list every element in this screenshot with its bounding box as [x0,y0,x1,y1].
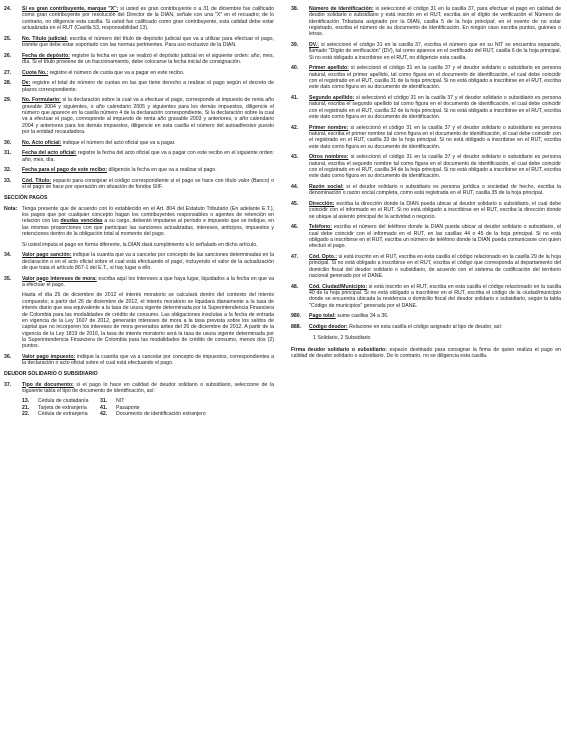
firma-term: Firma deudor solidario o subsidiario: [291,346,387,353]
doc-code: 21. [22,404,30,411]
item-number: 26. [4,52,12,59]
item-44 [291,184,561,197]
item-888 [291,324,561,330]
item-term: Si es gran contribuyente, marque "X": [22,6,119,12]
item-term: Cuota No.: [22,69,49,76]
item-number: 33. [4,177,12,184]
item-text: indique la cuantía que va a cancelar por concepto de las sanciones determinadas en la declaración o en el acto oficial sobre el cual está efectuando el pago, incluyendo el valor de la actualización de que trata el artículo 867-1 del E.T., si hay lugar a ello. [22,252,274,271]
item-number: 34. [4,252,12,259]
left-column [4,6,274,418]
item-text: registre la fecha en que se realizó el depósito judicial en el siguiente orden: año, mes, día. Si el título proviene de un fraccionamiento, debe colocarse la fecha inicial de consignación. [22,52,274,65]
item-term: De: [22,80,31,87]
item-term: Cód. Título: [22,177,52,184]
item-term: Primer apellido: [309,65,349,72]
item-text: si la declaración sobre la cual va a efectuar el pago, corresponde al impuesto de renta año gravable 2004 y siguientes, o año calendario 2005 y siguientes para los demás impuestos, diligencie el número que aparece en la casilla número 4 de la declaración correspondiente. Si la declaración sobre la cual va a efectuar el pago, corresponde al impuesto de renta año gravable 2003 y anteriores, o año calendario 2004 y anteriores para los demás impuestos, diligencie en esta casilla el número del autoadhesivo puesto por la entidad recaudadora. [22,97,274,135]
item-term: No. Formulario: [22,97,61,104]
doc-code: 42. [100,411,108,418]
item-32 [4,167,274,173]
item-number: 41. [291,95,299,102]
deudor-code-options: 1 Solidario, 2 Subsidiario [313,334,371,341]
item-28 [4,80,274,93]
item-number: 46. [291,224,299,231]
interest-paragraph: Hasta el día 25 de diciembre de 2012 el interés moratorio se calculará dentro del contexto del interés compuesto; a partir del 26 de diciembre de 2012, el interés moratorio se liquidará diariamente a la tasa de interés diario que sea equivalente a la tasa de usura vigente determinada por la Superintendencia Financiera de Colombia para las modalidades de crédito de consumo. Las obligaciones insolutas a la fecha de entrada en vigencia de la Ley 1607 de 2012, generarán intereses de mora a la tasa prevista sobre los saldos de capital que no incorporen los intereses de mora generados antes del 26 de diciembre de 2012. A partir de la vigencia de la Ley 1819 de 2016, la tasa de interés moratorio será la tasa de usura vigente determinada por la Superintendencia Financiera de Colombia para las modalidades de crédito de consumo, menos dos (2) puntos. [22,292,274,350]
item-term: Cód. Ciudad/Municipio: [309,283,368,290]
item-text: si el deudor solidario o subsidiario es persona jurídica o sociedad de hecho, escriba la denominación o razón social completa, como está registrada en el RUT, casilla 35 de la hoja principal. [309,184,561,197]
item-text: si el pago lo hace en calidad de deudor solidario o subsidiario, seleccione de la siguiente tabla el tipo de documento de identificación, así: [22,381,274,394]
doc-label: Pasaporte [116,404,140,411]
firma-text: espacio destinado para consignar la firma de quien realiza el pago en calidad de deudor solidario o subsidiario. De lo contrario, no se diligencia esta casilla. [291,346,561,360]
item-number: 24. [4,6,12,12]
item-number: 42. [291,124,299,131]
item-31 [4,150,274,163]
item-36 [4,354,274,367]
item-text: sume casillas 34 a 36. [335,313,389,320]
item-term: Segundo apellido: [309,95,355,102]
item-text: Relacione en esta casilla el código asignado al tipo de deudor, así: [347,324,503,330]
item-47 [291,254,561,279]
item-term: Razón social: [309,184,344,191]
item-25 [4,36,274,49]
item-number: 40. [291,65,299,72]
section-deudor-heading: DEUDOR SOLIDARIO O SUBSIDIARIO [4,370,98,377]
item-43 [291,154,561,179]
item-number: 29. [4,97,12,104]
doc-code: 22. [22,411,30,418]
item-37 [4,382,274,395]
item-term: Valor pago intereses de mora: [22,275,97,282]
item-text: espacio para consignar el código correspondiente si el pago se hace con título valor (Banco) o si el pago se hace por operación sin situación de fondos SIIF. [22,177,275,191]
item-term: Tipo de documento: [22,381,74,388]
item-27 [4,70,274,76]
item-term: Código deudor: [309,324,348,330]
item-text: escriba el número del título de depósito judicial que va a utilizar para efectuar el pago, trámite que debe estar soportado con las normas pertinentes. Para uso exclusivo de la DIAN. [22,35,274,49]
item-number: 32. [4,167,12,174]
item-38 [291,6,561,38]
doc-code: 31. [100,398,108,405]
item-number: 43. [291,154,299,161]
item-text: si seleccionó el código 31 en la casilla 37 y el deudor solidario o subsidiario es persona natural, escriba el primer apellido, tal como figura en el documento de identificación, el cual debe coincidir con el registrado en el RUT, casilla 31 de la hoja principal. Si no está obligado a inscribirse en el RUT, escriba este dato como figura en su documento de identificación. [309,65,561,91]
doc-label: Cédula de ciudadanía [38,398,89,405]
item-39 [291,42,561,61]
item-term: Valor pago impuesto: [22,353,76,360]
item-text: registre la fecha del acto oficial que va a pagar con este recibo en el siguiente orden: año, mes, día. [22,150,274,163]
item-number: 25. [4,35,12,42]
item-number: 39. [291,42,299,49]
item-42 [291,125,561,150]
note-paragraph [4,206,274,238]
note-label: Nota: [4,205,18,212]
item-term: Teléfono: [309,224,332,231]
note-paragraph-2: Si usted imputa el pago en forma diferente, la DIAN dará cumplimiento a lo señalado en dicho artículo. [22,241,258,248]
item-text: si seleccionó el código 31 en la casilla 37, para efectuar el pago en calidad de deudor solidario o subsidiario y está inscrito en el RUT, escriba sin el dígito de verificación el Número de identificación Tributaria asignado por la DIAN, casilla 5 de la hoja principal; en el evento de no estar registrado, escriba el número de su documento de identificación. En ningún caso escriba puntos, guiones o letras. [309,6,561,38]
item-number: 38. [291,6,299,12]
item-text: escriba aquí los intereses a que haya lugar, liquidados a la fecha en que va a efectuar el pago. [22,275,274,288]
item-41 [291,95,561,120]
note-text-b: a su cargo, deberán imputarse al período e impuesto que se indique, en las mismas proporciones con que participan las sanciones actualizadas, intereses, anticipos, impuestos y retenciones dentro de la obligación total al momento del pago. [22,218,274,237]
doc-label: Cédula de extranjería [38,411,88,418]
note-term: deudas vencidas [60,218,103,225]
item-number: 888. [291,324,302,330]
item-number: 31. [4,150,12,157]
item-number: 47. [291,254,299,261]
item-33 [4,178,274,191]
doc-label: Tarjeta de extranjería [38,404,87,411]
item-number: 48. [291,283,299,290]
item-text: escriba la dirección donde la DIAN pueda ubicar al deudor solidario o subsidiario, el cual debe coincidir con el informado en el RUT. Si no está obligado a inscribirse en el RUT, escriba la dirección donde se ubique al asiento principal de la actividad o negocio. [309,201,561,220]
document-type-codes [4,398,274,417]
item-40 [291,65,561,90]
item-30 [4,140,274,146]
item-text: si seleccionó el código 31 en la casilla 37, escriba el número que en su NIT se encuentra separado, llamado "Dígito de verificación" (DV), tal como aparece en el certificado del RUT, casilla 6 de la hoja principal. Si no está obligado a inscribirse en el RUT, no diligencie esta casilla. [309,42,561,61]
item-term: No. Título judicial: [22,35,68,42]
item-number: 35. [4,275,12,282]
item-term: No. Acto oficial: [22,139,62,146]
right-column [291,6,561,364]
item-text: indique la cuantía que va a cancelar por concepto de impuestos, correspondientes a la declaración o acto oficial sobre el cual está efectuando el pago. [22,353,274,367]
item-34 [4,252,274,271]
item-48 [291,284,561,309]
item-46 [291,224,561,249]
item-text: si seleccionó el código 31 en la casilla 37 y el deudor solidario o subsidiario es persona natural, escriba el segundo nombre tal como figura en el documento de identificación, el cual debe coincidir con el registrado en el RUT, casilla 34 de la hoja principal. Si no está obligado a inscribirse en el RUT, escriba este dato como figura en su documento de identificación. [309,154,561,180]
doc-code: 41. [100,404,108,411]
item-number: 27. [4,69,12,76]
item-text: si seleccionó el código 31 en la casilla 37 y el deudor solidario o subsidiario es persona natural, escriba el segundo apellido tal como figura en el documento de identificación, el cual debe coincidir con el registrado en el RUT, casilla 32 de la hoja principal. Si no está obligado a inscribirse en el RUT, escriba este dato como figura en su documento de identificación. [309,95,561,121]
item-term: Pago total: [309,313,336,320]
item-29 [4,97,274,135]
item-number: 36. [4,353,12,360]
item-text: si está inscrito en el RUT, escriba en esta casilla el código relacionado en la casilla 29 de la hoja principal. Si no está obligado a inscribirse en el RUT, escriba el código que corresponda al departamento del domicilio fiscal del deudor solidario o subsidiario, de acuerdo con el sistema de codificación del territorio nacional generado por el DANE. [309,254,561,280]
item-45 [291,201,561,220]
item-term: Fecha para el pago de este recibo: [22,167,108,174]
note-text-a: Tenga presente que de acuerdo con lo establecido en el Art. 804 del Estatuto Tributario (En adelante E.T.), los pagos que por cualquier concepto hagan los contribuyentes responsables o agentes de retención en relación con las [22,205,274,225]
item-term: DV.: [309,42,319,49]
item-26 [4,53,274,66]
doc-code: 13. [22,398,30,405]
item-term: Cód. Dpto.: [309,254,338,261]
firma-paragraph [291,347,561,360]
item-term: Otros nombres: [309,154,349,161]
item-text: diligencie la fecha en que va a realizar el pago. [107,167,217,174]
item-number: 980. [291,313,302,320]
item-term: Fecha de depósito: [22,52,70,59]
item-term: Valor pago sanción: [22,252,72,259]
item-text: escriba el número del teléfono donde la DIAN pueda ubicar al deudor solidario o subsidiario, el cual debe coincidir con el informado en el RUT, en las casillas 44 o 45 de la hoja principal. Si no está obligado a inscribirse en el RUT, escriba un número de teléfono donde la DIAN pueda comunicarse con quien efectuó el pago. [309,224,561,250]
item-number: 45. [291,201,299,208]
doc-label: NIT [116,398,125,405]
item-text: registre el total de número de cuotas en las que tiene derecho a realizar el pago según el decreto de plazos correspondiente. [22,80,274,93]
doc-label: Documento de identificación extranjero [116,411,206,418]
item-term: Fecha del acto oficial: [22,150,77,157]
item-number: 30. [4,139,12,146]
item-24 [4,6,274,31]
item-term: Número de Identificación: [309,6,374,12]
item-number: 37. [4,381,12,388]
item-text: si está inscrito en el RUT, escriba en esta casilla el código relacionado en la casilla 40 de la hoja principal. Si no está obligado a inscribirse en el RUT, escriba el código de la ciudad/municipio donde se encuentra ubicada la residencia o domicilio fiscal del deudor solidario o subsidiario, según la tabla "Código de municipios" generada por el DANE. [309,283,561,309]
item-text: si usted es gran contribuyente o a 31 de diciembre fue calificado como gran contribuyente por resolución del Director de la DIAN, señale con una "X" en el recuadro; de lo contrario, no diligencie esta casilla. Si usted fue calificado como gran contribuyente, esta calidad debe estar actualizada en el RUT (Casilla 53, responsabilidad 13). [22,6,274,32]
section-pagos-heading: SECCIÓN PAGOS [4,194,48,201]
item-number: 28. [4,80,12,87]
item-35 [4,276,274,289]
item-text: indique el número del acto oficial que va a pagar. [61,139,176,146]
item-term: Dirección: [309,201,335,208]
item-text: si seleccionó el código 31 en la casilla 37 y el deudor solidario o subsidiario es persona natural, escriba el primer nombre tal como figura en el documento de identificación, el cual debe coincidir con el registrado en el RUT, casilla 33 de la hoja principal. Si no está obligado a inscribirse en el RUT, escriba este dato como figura en su documento de identificación. [309,124,561,150]
item-term: Primer nombre: [309,124,349,131]
item-980 [291,313,561,319]
item-text: registre el número de cuota que va a pagar en este recibo. [48,69,185,76]
item-number: 44. [291,184,299,191]
